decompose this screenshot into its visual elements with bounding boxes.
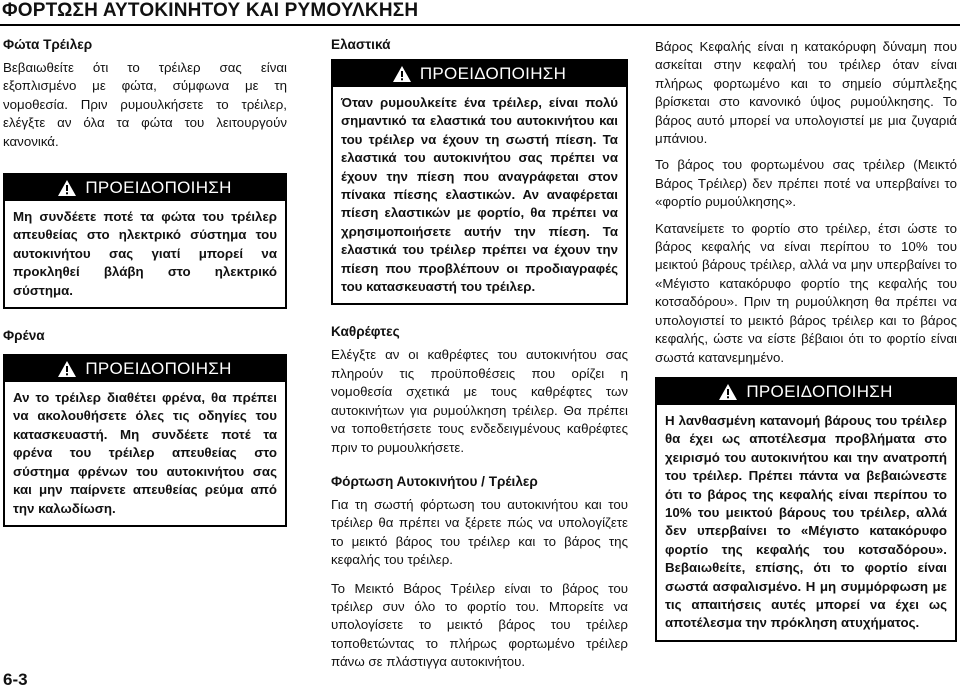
tongue-weight-text: Βάρος Κεφαλής είναι η κατακόρυφη δύναμη που ασκείται στην κεφαλή του τρέιλερ όταν είναι πλήρως φορτωμένο και το σημείο σύμπλεξης βρίσκεται στο κανονικό ύψος ρυμούλκησης. Το βάρος αυτό μπορεί να υπολογιστεί με μια ζυγαριά μπάνιου. [655,39,957,147]
warning-header [333,61,626,87]
lights-text: Βεβαιωθείτε ότι το τρέιλερ σας είναι εξοπλισμένο με φώτα, σύμφωνα με τη νομοθεσία. Πριν ρυμουλκήσετε το τρέιλερ, ελέγξτε αν όλα τα φώτα του λειτουργούν κανονικά. [3,60,287,149]
warning-box-weight [655,377,957,642]
warning-header [657,379,955,405]
warning-text: Μη συνδέετε ποτέ τα φώτα του τρέιλερ απευθείας στο ηλεκτρικό σύστημα του αυτοκινήτου σας γιατί μπορεί να προκληθεί βλάβη στο ηλεκτρικό σύστημα. [13,209,277,298]
header-rule [0,24,960,26]
page-number: 6-3 [3,670,28,689]
warning-title: ΠΡΟΕΙΔΟΠΟΙΗΣΗ [746,381,893,401]
loading-text-2: Το Μεικτό Βάρος Τρέιλερ είναι το βάρος του τρέιλερ συν όλο το φορτίο του. Μπορείτε να υπολογίσετε το μεικτό βάρος του τρέιλερ τοποθετώντας το πλήρως φορτωμένο τρέιλερ πάνω σε πλάστιγγα αυτοκινήτου. [331,580,628,670]
loading-text-1: Για τη σωστή φόρτωση του αυτοκινήτου και του τρέιλερ θα πρέπει να ξέρετε πώς να υπολογίζετε το μεικτό βάρος του τρέιλερ και το βάρος της κεφαλής του τρέιλερ. [331,496,628,568]
column-3 [655,38,957,642]
warning-text: Η λανθασμένη κατανομή βάρους του τρέιλερ θα έχει ως αποτέλεσμα προβλήματα στο χειρισμό του αυτοκινήτου και την ανατροπή του τρέιλερ. Πρέπει πάντα να βεβαιώνεστε ότι το βάρος της κεφαλής είναι περίπου το 10% του μεικτού βάρους του τρέιλερ, αλλά δεν υπερβαίνει το «Μέγιστο κατακόρυφο φορτίο της κεφαλής του κοτσαδόρου». Βεβαιωθείτε, επίσης, ότι το φορτίο είναι σωστά ασφαλισμένο. Η μη συμμόρφωση με τις απαιτήσεις αυτές μπορεί να έχει ως αποτέλεσμα την πρόκληση ατυχήματος. [665,412,947,631]
warning-triangle-icon [58,180,76,196]
warning-triangle-icon [58,361,76,377]
warning-triangle-icon [719,384,737,400]
page-header-title: ΦΟΡΤΩΣΗ ΑΥΤΟΚΙΝΗΤΟΥ ΚΑΙ ΡΥΜΟΥΛΚΗΣΗ [2,0,419,21]
warning-header [5,356,285,382]
mirrors-heading: Καθρέφτες [331,324,400,340]
mirrors-text: Ελέγξτε αν οι καθρέφτες του αυτοκινήτου σας πληρούν τις προϋποθέσεις που ορίζει η νομοθεσία σχετικά με τους καθρέφτες των αυτοκινήτων για ρυμούλκηση τρέιλερ. Θα πρέπει να τοποθετήσετε τους ενδεδειγμένους καθρέφτες πριν το ρυμουλκήσετε. [331,347,628,455]
warning-title: ΠΡΟΕΙΔΟΠΟΙΗΣΗ [85,178,232,198]
brakes-heading: Φρένα [3,328,45,344]
warning-text: Αν το τρέιλερ διαθέτει φρένα, θα πρέπει να ακολουθήσετε όλες τις οδηγίες του κατασκευαστή. Μη συνδέετε ποτέ τα φρένα του τρέιλερ απευθείας στο σύστημα φρένων του αυτοκινήτου σας και μην παίρνετε απευθείας ρεύμα από την καλωδίωση. [13,390,277,516]
warning-box-lights [3,173,287,309]
column-1 [3,36,287,527]
warning-triangle-icon [393,66,411,82]
warning-box-brakes [3,354,287,527]
lights-heading: Φώτα Τρέιλερ [3,37,93,52]
column-2 [331,36,628,672]
warning-header [5,175,285,201]
gross-weight-text: Το βάρος του φορτωμένου σας τρέιλερ (Μεικτό Βάρος Τρέιλερ) δεν πρέπει ποτέ να υπερβαίνει το «φορτίο ρυμούλκησης». [655,157,957,210]
loading-heading: Φόρτωση Αυτοκινήτου / Τρέιλερ [331,473,538,489]
warning-box-tires [331,59,628,305]
load-distribution-text: Κατανείμετε το φορτίο στο τρέιλερ, έτσι ώστε το βάρος κεφαλής να είναι περίπου το 10% του μεικτού βάρους τρέιλερ, αλλά να μην υπερβαίνει το «Μέγιστο κατακόρυφο φορτίο της κεφαλής του κοτσαδόρου». Πριν τη ρυμούλκηση θα πρέπει να υπολογιστεί το μεικτό βάρος τρέιλερ και το βάρος κεφαλής, ώστε να είστε βέβαιοι ότι το φορτίο είναι σωστά κατανεμημένο. [655,220,957,365]
warning-text: Όταν ρυμουλκείτε ένα τρέιλερ, είναι πολύ σημαντικό τα ελαστικά του αυτοκινήτου και του τρέιλερ να έχουν τη σωστή πίεση. Τα ελαστικά του αυτοκινήτου σας πρέπει να έχουν την πίεση που αναγράφεται στον πίνακα πίεσης ελαστικών. Αν αναφέρεται πίεση ελαστικών με φορτίο, θα πρέπει να χρησιμοποιήσετε αυτήν την πίεση. Τα ελαστικά του τρέιλερ πρέπει να έχουν την πίεση που προβλέπουν οι προδιαγραφές του κατασκευαστή του τρέιλερ. [341,95,618,295]
warning-title: ΠΡΟΕΙΔΟΠΟΙΗΣΗ [85,359,232,379]
tires-heading: Ελαστικά [331,37,391,52]
warning-title: ΠΡΟΕΙΔΟΠΟΙΗΣΗ [419,64,567,83]
